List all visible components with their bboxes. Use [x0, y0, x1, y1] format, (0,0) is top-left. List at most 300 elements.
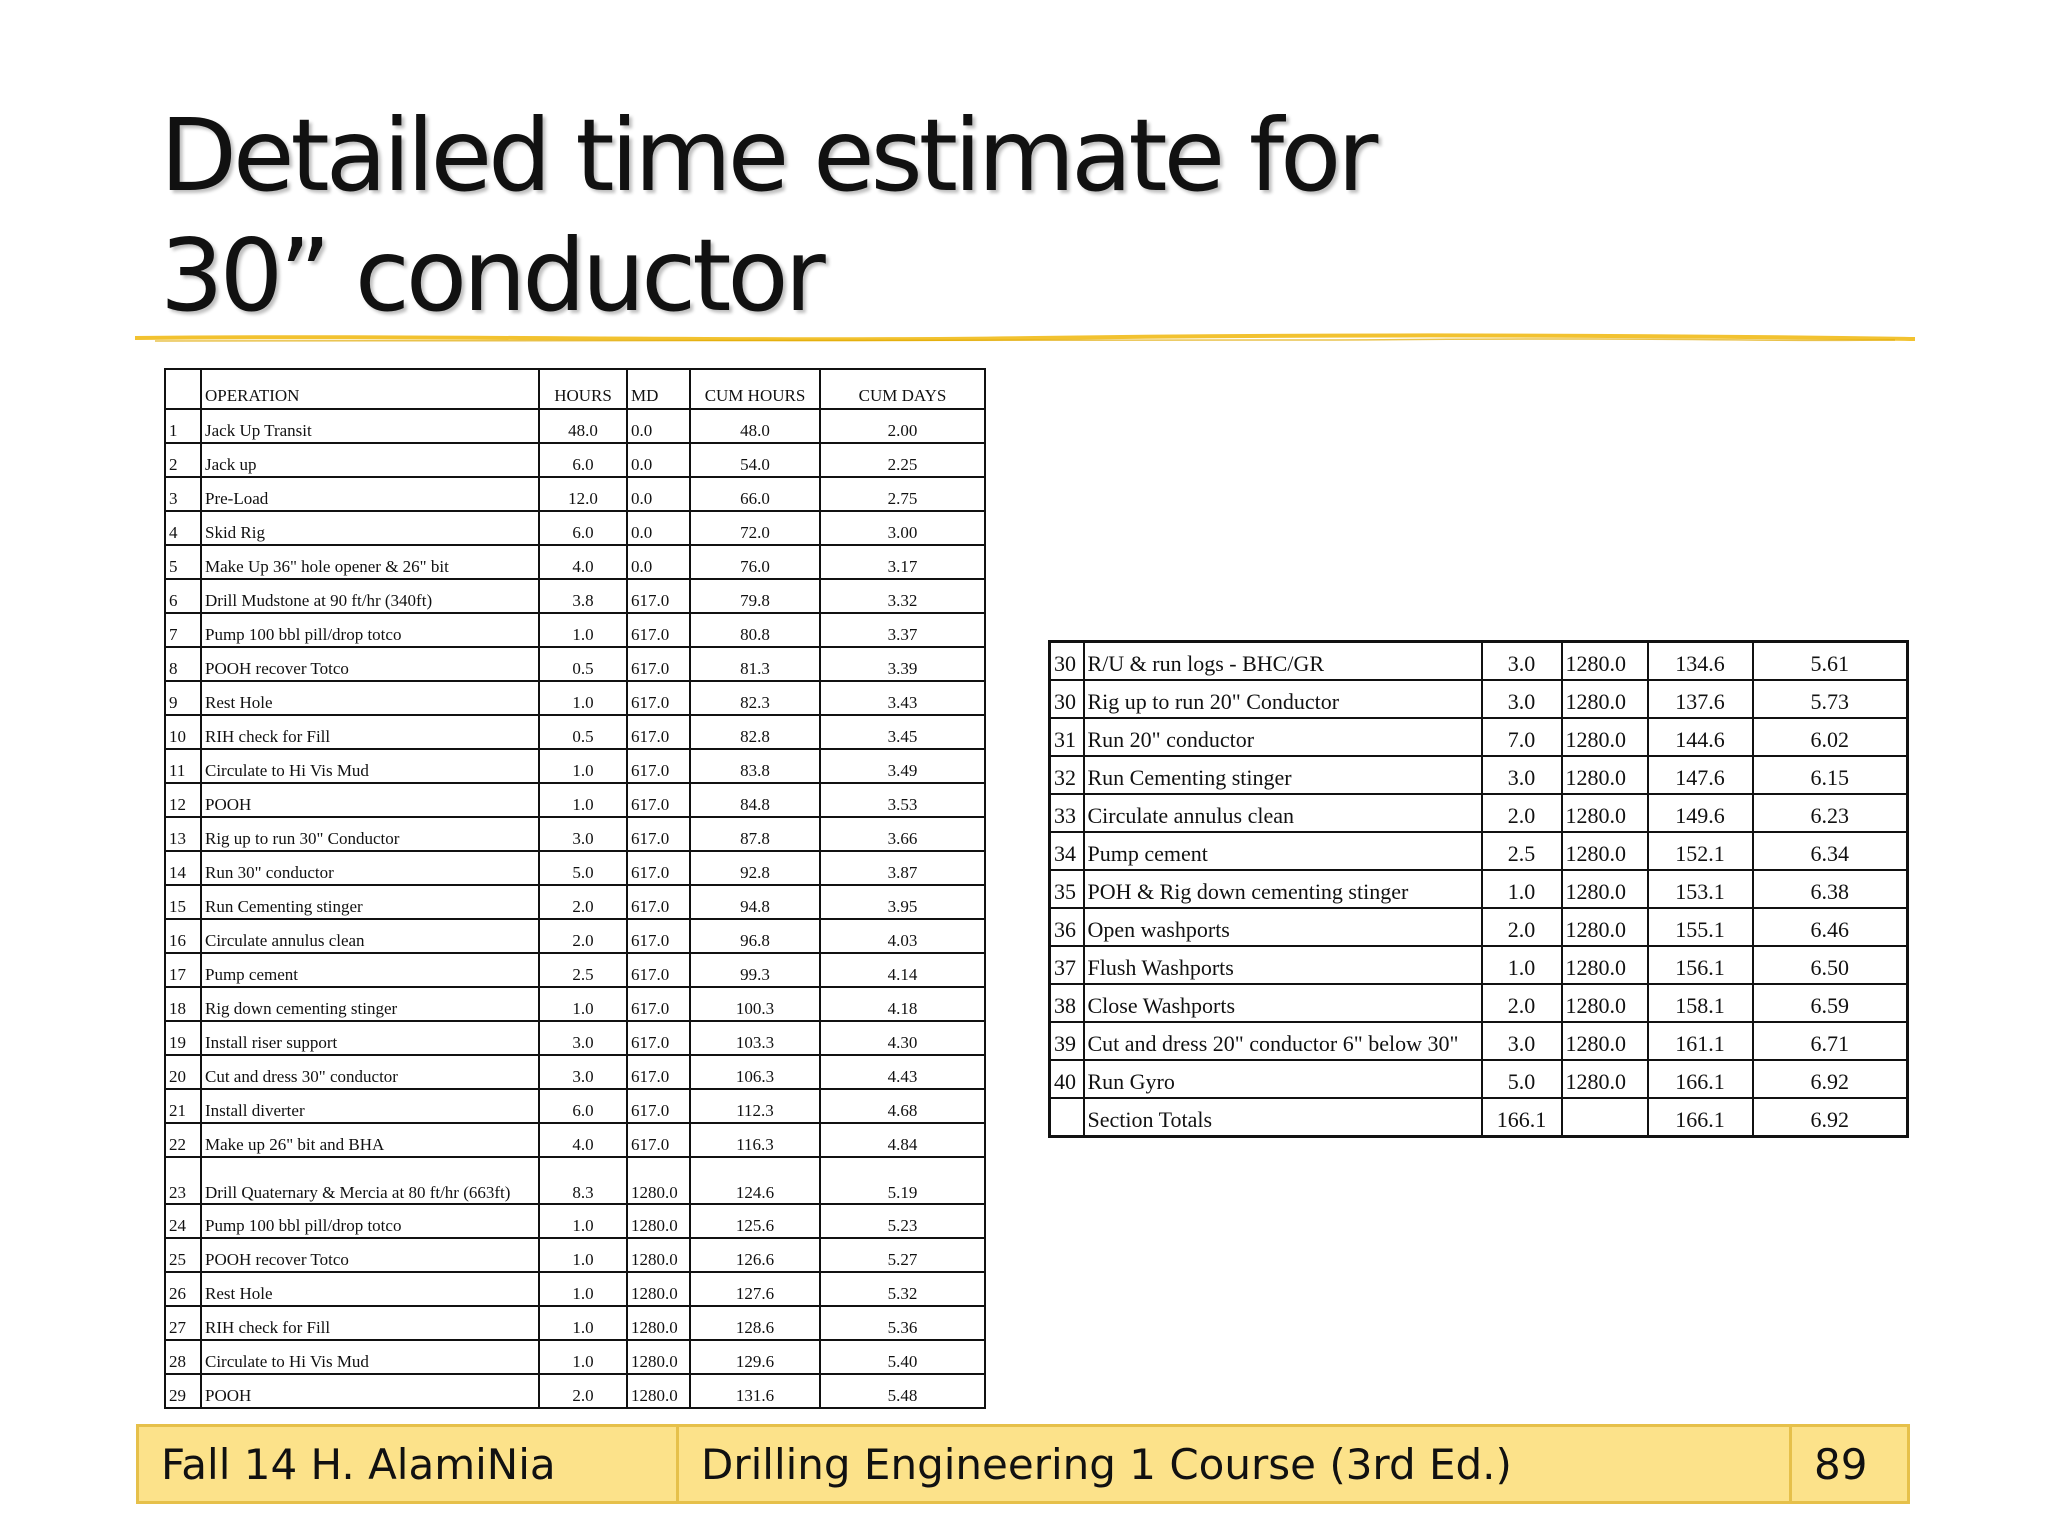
cell-cum-hours: 76.0 [690, 545, 820, 579]
cell-row-index: 40 [1050, 1060, 1084, 1098]
cell-cum-hours: 166.1 [1648, 1060, 1753, 1098]
cell-operation: Skid Rig [201, 511, 539, 545]
cell-md: 617.0 [627, 783, 690, 817]
cell-cum-days: 3.00 [820, 511, 985, 545]
cell-operation: Circulate to Hi Vis Mud [201, 1340, 539, 1374]
cell-operation: Rig down cementing stinger [201, 987, 539, 1021]
cell-hours: 1.0 [539, 783, 627, 817]
cell-row-index: 11 [165, 749, 201, 783]
cell-operation: Jack Up Transit [201, 409, 539, 443]
cell-operation: RIH check for Fill [201, 1306, 539, 1340]
cell-md: 617.0 [627, 681, 690, 715]
cell-operation: Rest Hole [201, 681, 539, 715]
cell-cum-hours: 80.8 [690, 613, 820, 647]
table-row [165, 1272, 985, 1306]
cell-cum-days: 4.14 [820, 953, 985, 987]
cell-md: 617.0 [627, 817, 690, 851]
cell-row-index: 15 [165, 885, 201, 919]
cell-cum-days: 3.45 [820, 715, 985, 749]
cell-cum-hours: 81.3 [690, 647, 820, 681]
table-row [1050, 946, 1908, 984]
cell-hours: 1.0 [539, 1306, 627, 1340]
table-row [1050, 908, 1908, 946]
cell-md: 1280.0 [627, 1374, 690, 1408]
cell-cum-hours: 129.6 [690, 1340, 820, 1374]
cell-hours: 8.3 [539, 1157, 627, 1204]
title-underline [135, 333, 1915, 345]
cell-hours: 1.0 [539, 1272, 627, 1306]
cell-hours: 3.8 [539, 579, 627, 613]
cell-md: 1280.0 [1562, 832, 1648, 870]
table-row [165, 987, 985, 1021]
cell-operation: Section Totals [1084, 1098, 1482, 1137]
table-row [165, 817, 985, 851]
cell-hours: 2.0 [539, 885, 627, 919]
cell-md: 617.0 [627, 613, 690, 647]
cell-row-index: 32 [1050, 756, 1084, 794]
cell-cum-hours: 124.6 [690, 1157, 820, 1204]
cell-cum-hours: 100.3 [690, 987, 820, 1021]
cell-md: 1280.0 [1562, 984, 1648, 1022]
cell-cum-days: 3.87 [820, 851, 985, 885]
cell-row-index: 30 [1050, 680, 1084, 718]
cell-row-index: 24 [165, 1204, 201, 1238]
cell-operation: Cut and dress 30" conductor [201, 1055, 539, 1089]
cell-cum-days: 3.39 [820, 647, 985, 681]
cell-row-index: 18 [165, 987, 201, 1021]
cell-cum-days: 6.92 [1753, 1060, 1908, 1098]
cell-md: 1280.0 [1562, 908, 1648, 946]
cell-cum-days: 2.00 [820, 409, 985, 443]
table-row [165, 579, 985, 613]
cell-cum-days: 6.38 [1753, 870, 1908, 908]
cell-cum-hours: 153.1 [1648, 870, 1753, 908]
cell-cum-days: 6.34 [1753, 832, 1908, 870]
table-row [165, 681, 985, 715]
table-row [1050, 680, 1908, 718]
table-row [165, 783, 985, 817]
table-row [165, 1089, 985, 1123]
cell-row-index: 17 [165, 953, 201, 987]
cell-row-index: 13 [165, 817, 201, 851]
cell-operation: Drill Quaternary & Mercia at 80 ft/hr (663ft) [201, 1157, 539, 1204]
cell-cum-hours: 152.1 [1648, 832, 1753, 870]
cell-row-index: 29 [165, 1374, 201, 1408]
cell-hours: 2.0 [539, 919, 627, 953]
cell-operation: POOH [201, 783, 539, 817]
cell-md: 0.0 [627, 511, 690, 545]
header-hours: HOURS [539, 369, 627, 409]
cell-cum-days: 3.95 [820, 885, 985, 919]
cell-row-index: 9 [165, 681, 201, 715]
cell-cum-days: 6.23 [1753, 794, 1908, 832]
table-row [165, 545, 985, 579]
table-row [165, 1123, 985, 1157]
cell-hours: 3.0 [1482, 680, 1562, 718]
cell-hours: 3.0 [1482, 1022, 1562, 1060]
cell-operation: Install diverter [201, 1089, 539, 1123]
cell-md: 1280.0 [627, 1306, 690, 1340]
cell-row-index: 35 [1050, 870, 1084, 908]
operations-table-right [1048, 640, 1909, 1138]
cell-operation: Drill Mudstone at 90 ft/hr (340ft) [201, 579, 539, 613]
cell-row-index: 21 [165, 1089, 201, 1123]
cell-cum-days: 2.25 [820, 443, 985, 477]
table-row [165, 953, 985, 987]
cell-md: 617.0 [627, 1089, 690, 1123]
cell-operation: Pump 100 bbl pill/drop totco [201, 1204, 539, 1238]
cell-cum-hours: 161.1 [1648, 1022, 1753, 1060]
table-row [165, 1340, 985, 1374]
cell-cum-hours: 84.8 [690, 783, 820, 817]
table-row [1050, 794, 1908, 832]
cell-md: 1280.0 [1562, 1022, 1648, 1060]
table-row [165, 1204, 985, 1238]
cell-cum-days: 4.30 [820, 1021, 985, 1055]
cell-row-index: 6 [165, 579, 201, 613]
cell-operation: POOH [201, 1374, 539, 1408]
cell-md: 1280.0 [1562, 1060, 1648, 1098]
table-row [165, 749, 985, 783]
cell-md: 1280.0 [1562, 756, 1648, 794]
cell-operation: Make up 26" bit and BHA [201, 1123, 539, 1157]
header-cum-hours: CUM HOURS [690, 369, 820, 409]
cell-hours: 1.0 [539, 681, 627, 715]
cell-md: 617.0 [627, 1123, 690, 1157]
cell-cum-days: 4.03 [820, 919, 985, 953]
cell-cum-hours: 94.8 [690, 885, 820, 919]
table-header-row [165, 369, 985, 409]
cell-md: 617.0 [627, 715, 690, 749]
cell-md: 1280.0 [1562, 794, 1648, 832]
cell-cum-hours: 137.6 [1648, 680, 1753, 718]
cell-row-index: 25 [165, 1238, 201, 1272]
cell-cum-days: 6.59 [1753, 984, 1908, 1022]
cell-hours: 6.0 [539, 1089, 627, 1123]
cell-md: 617.0 [627, 579, 690, 613]
cell-row-index: 22 [165, 1123, 201, 1157]
cell-row-index: 38 [1050, 984, 1084, 1022]
footer-course: Drilling Engineering 1 Course (3rd Ed.) [679, 1427, 1792, 1501]
cell-row-index: 39 [1050, 1022, 1084, 1060]
cell-cum-days: 3.32 [820, 579, 985, 613]
cell-operation: Pump cement [201, 953, 539, 987]
cell-operation: Rest Hole [201, 1272, 539, 1306]
cell-operation: RIH check for Fill [201, 715, 539, 749]
cell-hours: 2.0 [1482, 794, 1562, 832]
cell-cum-days: 3.53 [820, 783, 985, 817]
cell-cum-hours: 99.3 [690, 953, 820, 987]
cell-row-index: 7 [165, 613, 201, 647]
header-operation: OPERATION [201, 369, 539, 409]
table-row [1050, 984, 1908, 1022]
table-row [165, 409, 985, 443]
cell-row-index: 4 [165, 511, 201, 545]
cell-hours: 1.0 [539, 613, 627, 647]
cell-row-index: 12 [165, 783, 201, 817]
cell-hours: 1.0 [539, 1238, 627, 1272]
cell-cum-hours: 87.8 [690, 817, 820, 851]
cell-md: 1280.0 [1562, 718, 1648, 756]
cell-cum-hours: 83.8 [690, 749, 820, 783]
table-row [165, 1021, 985, 1055]
cell-hours: 5.0 [1482, 1060, 1562, 1098]
cell-cum-hours: 72.0 [690, 511, 820, 545]
cell-row-index: 28 [165, 1340, 201, 1374]
table-row [165, 919, 985, 953]
table-row [165, 851, 985, 885]
cell-row-index: 36 [1050, 908, 1084, 946]
cell-operation: Rig up to run 30" Conductor [201, 817, 539, 851]
cell-md: 617.0 [627, 919, 690, 953]
cell-row-index: 14 [165, 851, 201, 885]
cell-row-index: 31 [1050, 718, 1084, 756]
cell-hours: 48.0 [539, 409, 627, 443]
cell-cum-days: 4.18 [820, 987, 985, 1021]
cell-cum-days: 5.40 [820, 1340, 985, 1374]
cell-operation: Run Gyro [1084, 1060, 1482, 1098]
cell-hours: 2.5 [539, 953, 627, 987]
cell-operation: Circulate annulus clean [1084, 794, 1482, 832]
cell-cum-hours: 82.8 [690, 715, 820, 749]
table-row [1050, 1060, 1908, 1098]
cell-hours: 4.0 [539, 1123, 627, 1157]
table-row [1050, 642, 1908, 681]
cell-hours: 0.5 [539, 715, 627, 749]
cell-cum-hours: 147.6 [1648, 756, 1753, 794]
cell-md: 0.0 [627, 409, 690, 443]
cell-hours: 0.5 [539, 647, 627, 681]
cell-row-index: 2 [165, 443, 201, 477]
cell-cum-hours: 131.6 [690, 1374, 820, 1408]
cell-row-index: 26 [165, 1272, 201, 1306]
cell-hours: 2.0 [539, 1374, 627, 1408]
cell-row-index: 3 [165, 477, 201, 511]
cell-operation: R/U & run logs - BHC/GR [1084, 642, 1482, 681]
cell-cum-days: 5.19 [820, 1157, 985, 1204]
table-row [165, 613, 985, 647]
cell-hours: 5.0 [539, 851, 627, 885]
cell-operation: Circulate to Hi Vis Mud [201, 749, 539, 783]
cell-md: 1280.0 [627, 1238, 690, 1272]
cell-cum-days: 6.92 [1753, 1098, 1908, 1137]
cell-hours: 2.5 [1482, 832, 1562, 870]
cell-operation: POOH recover Totco [201, 1238, 539, 1272]
cell-hours: 3.0 [1482, 642, 1562, 681]
table-row [1050, 1022, 1908, 1060]
cell-row-index: 10 [165, 715, 201, 749]
cell-cum-hours: 54.0 [690, 443, 820, 477]
cell-cum-days: 6.02 [1753, 718, 1908, 756]
cell-md: 617.0 [627, 1021, 690, 1055]
table-row [165, 477, 985, 511]
cell-cum-hours: 116.3 [690, 1123, 820, 1157]
header-index [165, 369, 201, 409]
cell-cum-hours: 144.6 [1648, 718, 1753, 756]
cell-row-index: 27 [165, 1306, 201, 1340]
cell-md: 617.0 [627, 647, 690, 681]
cell-operation: Circulate annulus clean [201, 919, 539, 953]
cell-cum-hours: 125.6 [690, 1204, 820, 1238]
cell-cum-hours: 149.6 [1648, 794, 1753, 832]
table-row [1050, 718, 1908, 756]
cell-cum-days: 5.32 [820, 1272, 985, 1306]
cell-row-index: 8 [165, 647, 201, 681]
table-row [165, 511, 985, 545]
cell-cum-days: 4.68 [820, 1089, 985, 1123]
cell-cum-days: 5.73 [1753, 680, 1908, 718]
title-line-2: 30” conductor [160, 217, 822, 334]
cell-operation: Pre-Load [201, 477, 539, 511]
table-row [1050, 756, 1908, 794]
cell-operation: Cut and dress 20" conductor 6" below 30" [1084, 1022, 1482, 1060]
cell-row-index: 19 [165, 1021, 201, 1055]
cell-cum-days: 6.15 [1753, 756, 1908, 794]
cell-cum-days: 5.23 [820, 1204, 985, 1238]
cell-hours: 166.1 [1482, 1098, 1562, 1137]
cell-cum-hours: 66.0 [690, 477, 820, 511]
table-row [1050, 870, 1908, 908]
cell-cum-hours: 112.3 [690, 1089, 820, 1123]
cell-cum-hours: 158.1 [1648, 984, 1753, 1022]
cell-cum-hours: 82.3 [690, 681, 820, 715]
cell-cum-days: 3.66 [820, 817, 985, 851]
cell-hours: 1.0 [539, 1340, 627, 1374]
cell-row-index [1050, 1098, 1084, 1137]
cell-cum-hours: 106.3 [690, 1055, 820, 1089]
cell-cum-days: 5.36 [820, 1306, 985, 1340]
cell-cum-days: 3.49 [820, 749, 985, 783]
cell-operation: Run Cementing stinger [201, 885, 539, 919]
cell-operation: Run 20" conductor [1084, 718, 1482, 756]
operations-table-left [164, 368, 986, 1409]
cell-operation: Flush Washports [1084, 946, 1482, 984]
cell-operation: Make Up 36" hole opener & 26" bit [201, 545, 539, 579]
cell-cum-days: 4.84 [820, 1123, 985, 1157]
cell-md: 1280.0 [627, 1340, 690, 1374]
cell-row-index: 23 [165, 1157, 201, 1204]
cell-md: 617.0 [627, 987, 690, 1021]
cell-hours: 2.0 [1482, 908, 1562, 946]
cell-row-index: 37 [1050, 946, 1084, 984]
cell-md: 617.0 [627, 1055, 690, 1089]
cell-hours: 4.0 [539, 545, 627, 579]
cell-operation: Run 30" conductor [201, 851, 539, 885]
cell-cum-hours: 92.8 [690, 851, 820, 885]
cell-row-index: 34 [1050, 832, 1084, 870]
cell-md: 1280.0 [1562, 642, 1648, 681]
cell-row-index: 1 [165, 409, 201, 443]
cell-cum-days: 3.43 [820, 681, 985, 715]
cell-cum-days: 4.43 [820, 1055, 985, 1089]
cell-md: 617.0 [627, 953, 690, 987]
cell-cum-days: 6.71 [1753, 1022, 1908, 1060]
cell-md [1562, 1098, 1648, 1137]
cell-cum-hours: 127.6 [690, 1272, 820, 1306]
cell-hours: 3.0 [539, 1021, 627, 1055]
cell-operation: Pump cement [1084, 832, 1482, 870]
cell-md: 0.0 [627, 545, 690, 579]
table-row [165, 715, 985, 749]
cell-row-index: 5 [165, 545, 201, 579]
cell-operation: POH & Rig down cementing stinger [1084, 870, 1482, 908]
table-row [165, 1157, 985, 1204]
cell-cum-hours: 128.6 [690, 1306, 820, 1340]
cell-operation: Install riser support [201, 1021, 539, 1055]
cell-row-index: 33 [1050, 794, 1084, 832]
cell-hours: 6.0 [539, 443, 627, 477]
table-row [165, 885, 985, 919]
table-row [165, 1055, 985, 1089]
cell-md: 1280.0 [627, 1204, 690, 1238]
cell-operation: Open washports [1084, 908, 1482, 946]
cell-hours: 1.0 [1482, 870, 1562, 908]
footer-author: Fall 14 H. AlamiNia [139, 1427, 679, 1501]
table-row [1050, 832, 1908, 870]
cell-hours: 1.0 [1482, 946, 1562, 984]
cell-cum-days: 6.46 [1753, 908, 1908, 946]
cell-row-index: 30 [1050, 642, 1084, 681]
cell-cum-days: 2.75 [820, 477, 985, 511]
slide-title [160, 96, 1660, 336]
cell-hours: 7.0 [1482, 718, 1562, 756]
cell-cum-days: 5.48 [820, 1374, 985, 1408]
cell-cum-hours: 155.1 [1648, 908, 1753, 946]
cell-row-index: 16 [165, 919, 201, 953]
footer-page-number: 89 [1814, 1439, 1868, 1489]
cell-md: 1280.0 [627, 1157, 690, 1204]
cell-hours: 3.0 [539, 1055, 627, 1089]
cell-operation: Run Cementing stinger [1084, 756, 1482, 794]
cell-cum-days: 3.37 [820, 613, 985, 647]
cell-row-index: 20 [165, 1055, 201, 1089]
cell-cum-days: 5.27 [820, 1238, 985, 1272]
cell-md: 1280.0 [627, 1272, 690, 1306]
cell-md: 617.0 [627, 851, 690, 885]
cell-hours: 1.0 [539, 987, 627, 1021]
cell-md: 617.0 [627, 749, 690, 783]
header-md: MD [627, 369, 690, 409]
cell-operation: Close Washports [1084, 984, 1482, 1022]
cell-hours: 1.0 [539, 749, 627, 783]
cell-cum-days: 3.17 [820, 545, 985, 579]
cell-cum-hours: 79.8 [690, 579, 820, 613]
cell-hours: 2.0 [1482, 984, 1562, 1022]
cell-cum-hours: 48.0 [690, 409, 820, 443]
cell-cum-hours: 103.3 [690, 1021, 820, 1055]
table-row [165, 647, 985, 681]
table-row [165, 1306, 985, 1340]
cell-cum-hours: 156.1 [1648, 946, 1753, 984]
cell-cum-days: 6.50 [1753, 946, 1908, 984]
cell-md: 1280.0 [1562, 680, 1648, 718]
table-row [165, 1238, 985, 1272]
title-line-1: Detailed time estimate for [160, 97, 1375, 214]
cell-cum-hours: 96.8 [690, 919, 820, 953]
table-row [1050, 1098, 1908, 1137]
cell-operation: Rig up to run 20" Conductor [1084, 680, 1482, 718]
cell-hours: 12.0 [539, 477, 627, 511]
cell-md: 0.0 [627, 443, 690, 477]
cell-md: 1280.0 [1562, 946, 1648, 984]
cell-operation: POOH recover Totco [201, 647, 539, 681]
cell-md: 617.0 [627, 885, 690, 919]
slide-footer [136, 1424, 1910, 1504]
cell-operation: Pump 100 bbl pill/drop totco [201, 613, 539, 647]
cell-hours: 6.0 [539, 511, 627, 545]
cell-md: 0.0 [627, 477, 690, 511]
cell-cum-hours: 126.6 [690, 1238, 820, 1272]
